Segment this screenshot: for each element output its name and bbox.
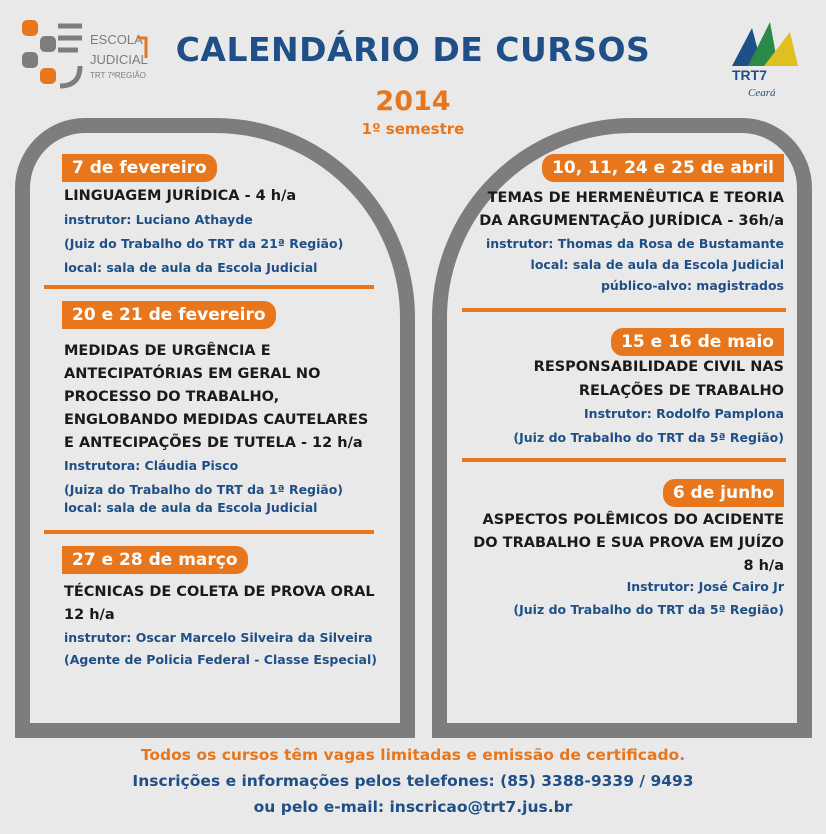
event-date: 10, 11, 24 e 25 de abril <box>542 154 784 182</box>
instructor: Instrutor: José Cairo Jr <box>626 579 784 594</box>
instructor-role: (Juiz do Trabalho do TRT da 5ª Região) <box>513 430 784 445</box>
instructor-role: (Juiz do Trabalho do TRT da 5ª Região) <box>513 602 784 617</box>
instructor: Instrutora: Cláudia Pisco <box>64 458 239 473</box>
event-date: 6 de junho <box>663 479 784 507</box>
semester-label: 1º semestre <box>361 120 465 138</box>
instructor: instrutor: Thomas da Rosa de Bustamante <box>485 236 784 251</box>
svg-text:TRT7: TRT7 <box>732 67 767 83</box>
course-title: ENGLOBANDO MEDIDAS CAUTELARES <box>64 412 369 428</box>
location: local: sala de aula da Escola Judicial <box>64 260 318 275</box>
course-title: 8 h/a <box>743 558 784 574</box>
svg-text:ESCOLA: ESCOLA <box>90 32 143 47</box>
page-title: CALENDÁRIO DE CURSOS <box>175 30 651 69</box>
svg-text:JUDICIAL: JUDICIAL <box>90 52 148 67</box>
course-title: RESPONSABILIDADE CIVIL NAS <box>533 359 784 375</box>
course-title: DA ARGUMENTAÇÃO JURÍDICA - 36h/a <box>479 213 784 229</box>
footer-phones: Inscrições e informações pelos telefones: (85) 3388-9339 / 9493 <box>132 772 694 790</box>
svg-text:TRT 7ªREGIÃO: TRT 7ªREGIÃO <box>90 71 147 80</box>
year-label: 2014 <box>375 86 451 117</box>
separator <box>44 530 374 534</box>
event-date: 15 e 16 de maio <box>611 328 784 356</box>
course-title: 12 h/a <box>64 607 115 623</box>
course-title: TEMAS DE HERMENÊUTICA E TEORIA <box>487 190 784 206</box>
course-title: MEDIDAS DE URGÊNCIA E <box>64 343 271 359</box>
course-title: LINGUAGEM JURÍDICA - 4 h/a <box>64 188 297 204</box>
course-title: DO TRABALHO E SUA PROVA EM JUÍZO <box>473 535 784 551</box>
separator <box>44 285 374 289</box>
event-date: 7 de fevereiro <box>62 154 217 182</box>
course-title: ASPECTOS POLÊMICOS DO ACIDENTE <box>482 512 784 528</box>
svg-text:Ceará: Ceará <box>748 87 776 99</box>
course-title: E ANTECIPAÇÕES DE TUTELA - 12 h/a <box>64 435 363 451</box>
instructor: Instrutor: Rodolfo Pamplona <box>584 406 784 421</box>
course-title: RELAÇÕES DE TRABALHO <box>578 383 784 399</box>
target-audience: público-alvo: magistrados <box>600 278 784 293</box>
course-title: PROCESSO DO TRABALHO, <box>64 389 280 405</box>
separator <box>462 458 786 462</box>
instructor-role: (Juiz do Trabalho do TRT da 21ª Região) <box>64 236 344 251</box>
instructor: instrutor: Luciano Athayde <box>64 212 253 227</box>
course-title: TÉCNICAS DE COLETA DE PROVA ORAL <box>64 584 375 600</box>
separator <box>462 308 786 312</box>
instructor-role: (Agente de Policia Federal - Classe Especial) <box>64 652 377 667</box>
footer-notice: Todos os cursos têm vagas limitadas e emissão de certificado. <box>140 746 686 764</box>
event-date: 20 e 21 de fevereiro <box>62 301 276 329</box>
location: local: sala de aula da Escola Judicial <box>64 500 318 515</box>
location: local: sala de aula da Escola Judicial <box>530 257 784 272</box>
instructor-role: (Juiza do Trabalho do TRT da 1ª Região) <box>64 482 344 497</box>
instructor: instrutor: Oscar Marcelo Silveira da Silveira <box>64 630 373 645</box>
course-title: ANTECIPATÓRIAS EM GERAL NO <box>64 366 321 382</box>
event-date: 27 e 28 de março <box>62 546 248 574</box>
footer-email: ou pelo e-mail: inscricao@trt7.jus.br <box>253 798 573 816</box>
